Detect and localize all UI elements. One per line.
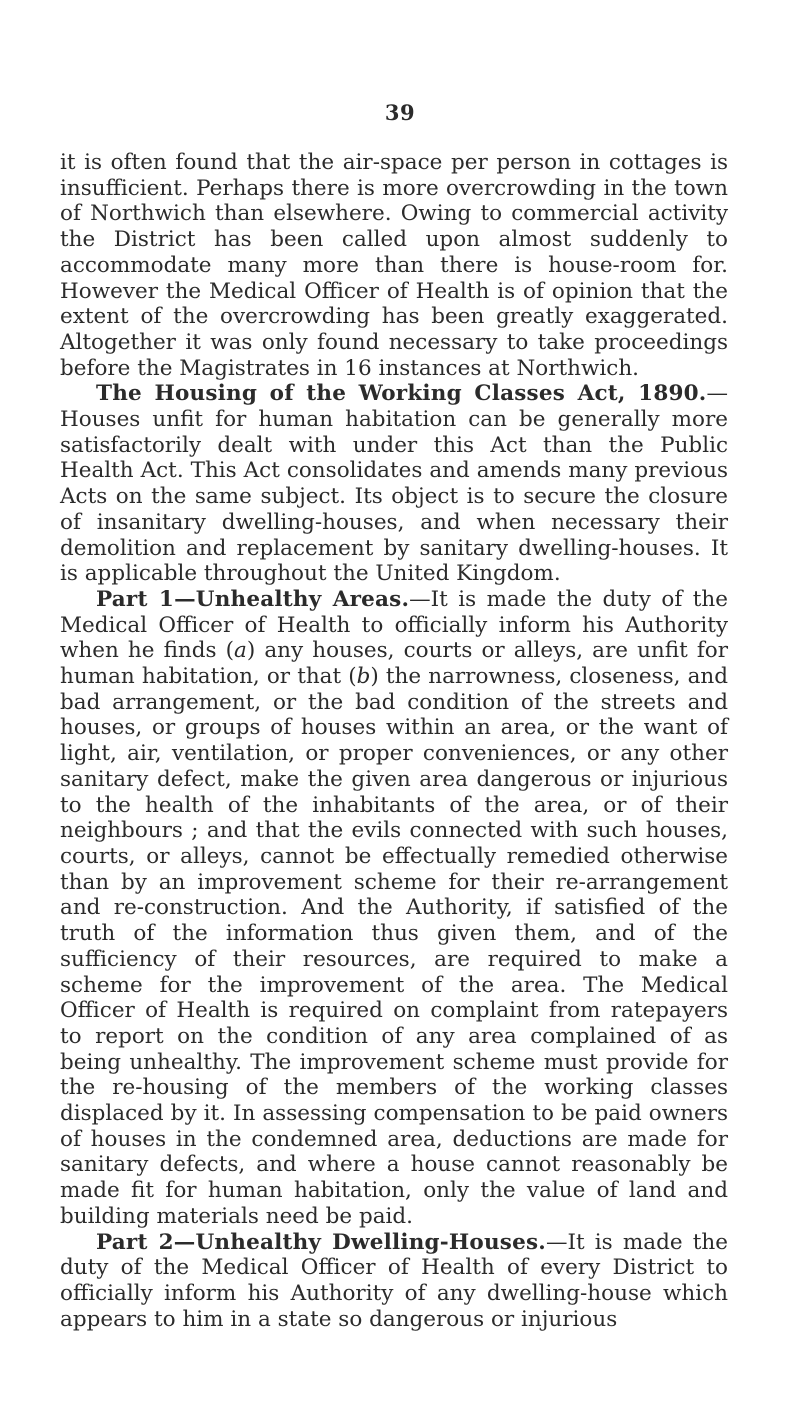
- part-two-heading: Part 2—Unhealthy Dwelling-Houses.: [96, 1229, 546, 1255]
- part-one-mark-b: b: [356, 664, 371, 690]
- page-number: 39: [384, 100, 416, 125]
- part-one-mark-a: a: [234, 638, 247, 664]
- page-body: [60, 150, 728, 1332]
- housing-act-heading: The Housing of the Working Classes Act, 1890.: [96, 381, 707, 407]
- housing-act-text: Houses unfit for human habitation can be generally more satisfactorily dealt with under this Act than the Public Health Act. This Act consolidates and amends many previous Acts on the same subject. Its object is to secure the closure of insanitary dwelling-houses, and when necessary their demolition and replacement by sanitary dwelling-houses. It is applicable throughout the United Kingdom.: [60, 407, 728, 587]
- part-one-text-c: ) the narrowness, closeness, and bad arrangement, or the bad condition of the streets and houses, or groups of houses within an area, or the want of light, air, ventilation, or proper conveniences, or any other sanitary defect, make the given area dangerous or injurious to the health of the inhabitants of the area, or of their neighbours ; and that the evils connected with such houses, courts, or alleys, cannot be effectually remedied otherwise than by an improvement scheme for their re-arrangement and re-construction. And the Authority, if satisfied of the truth of the information thus given them, and of the sufficiency of their resources, are required to make a scheme for the improvement of the area. The Medical Officer of Health is required on complaint from ratepayers to report on the condition of any area complained of as being unhealthy. The improvement scheme must provide for the re-housing of the members of the working classes displaced by it. In assessing compensation to be paid owners of houses in the condemned area, deductions are made for sanitary defects, and where a house cannot reasonably be made fit for human habitation, only the value of land and building materials need be paid.: [60, 664, 728, 1229]
- part-one-heading: Part 1—Unhealthy Areas.: [96, 586, 410, 612]
- part-one-text-b: ) any houses, courts or alleys, are unfit for human habitation, or that (: [60, 638, 729, 690]
- housing-act-separator: —: [706, 381, 728, 407]
- part-two-separator: —: [545, 1229, 568, 1255]
- paragraph-housing-act: [60, 381, 728, 587]
- part-two-text: It is made the duty of the Medical Officer of Health of every District to officially inform his Authority of any dwelling-house which appears to him in a state so dangerous or injurious: [60, 1229, 728, 1332]
- part-one-separator: —: [409, 586, 431, 612]
- paragraph-part-two: [60, 1230, 728, 1333]
- paragraph-intro: it is often found that the air-space per person in cottages is insufficient. Perhaps there is more overcrowding in the town of Northwich than elsewhere. Owing to commercial activity the District has been called upon almost suddenly to accommodate many more than there is house-room for. However the Medical Officer of Health is of opinion that the extent of the overcrowding has been greatly exaggerated. Altogether it was only found necessary to take proceedings before the Magistrates in 16 instances at Northwich.: [60, 150, 728, 381]
- part-one-text-a: It is made the duty of the Medical Officer of Health to officially inform his Authority when he finds (: [60, 586, 728, 664]
- paragraph-part-one: [60, 587, 728, 1230]
